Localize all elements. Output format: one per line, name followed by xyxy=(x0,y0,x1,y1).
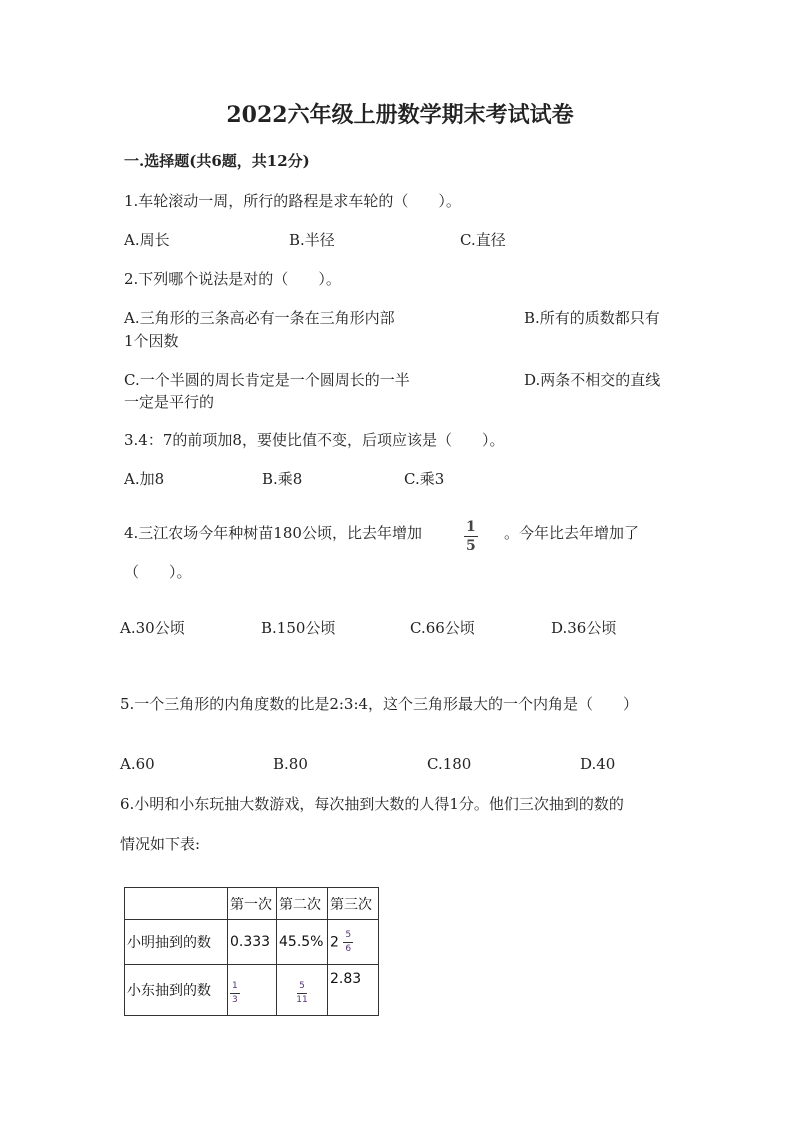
q4-fraction-denominator: 5 xyxy=(466,538,476,554)
table-cell: 45.5% xyxy=(277,920,328,965)
row-label-xiaodong: 小东抽到的数 xyxy=(125,965,228,1016)
table-row xyxy=(125,920,379,965)
q2-option-b[interactable]: B.所有的质数都只有 xyxy=(524,309,660,327)
table-cell-fraction xyxy=(277,965,328,1016)
q5-option-c[interactable]: C.180 xyxy=(427,755,472,773)
q2-option-d-continued: 一定是平行的 xyxy=(124,393,215,411)
q2-option-d[interactable]: D.两条不相交的直线 xyxy=(524,371,661,389)
table-header-row xyxy=(125,888,379,920)
q2-option-c[interactable]: C.一个半圆的周长肯定是一个圆周长的一半 xyxy=(124,371,410,389)
table-row xyxy=(125,965,379,1016)
table-header-cell: 第二次 xyxy=(277,888,328,920)
q4-fraction-numerator: 1 xyxy=(466,519,476,535)
mixed-number-whole: 2 xyxy=(330,934,339,950)
fraction-numerator: 5 xyxy=(297,982,307,994)
question-5: 5.一个三角形的内角度数的比是2:3:4，这个三角形最大的一个内角是（ ） xyxy=(120,695,639,713)
fraction-denominator: 3 xyxy=(232,994,238,1005)
q3-option-c[interactable]: C.乘3 xyxy=(404,470,445,488)
q4-option-b[interactable]: B.150公顷 xyxy=(261,619,336,637)
table-cell-mixed-number xyxy=(328,920,379,965)
q4-option-d[interactable]: D.36公顷 xyxy=(551,619,617,637)
question-4: 4.三江农场今年种树苗180公顷，比去年增加 xyxy=(124,524,422,542)
table-header-cell: 第一次 xyxy=(228,888,277,920)
question-1: 1.车轮滚动一周，所行的路程是求车轮的（ ）。 xyxy=(124,192,461,210)
score-table xyxy=(124,887,379,1016)
q2-option-b-continued: 1个因数 xyxy=(124,332,179,350)
fraction-denominator: 11 xyxy=(296,994,308,1005)
table-cell: 0.333 xyxy=(228,920,277,965)
question-2: 2.下列哪个说法是对的（ ）。 xyxy=(124,270,341,288)
q3-option-a[interactable]: A.加8 xyxy=(124,470,165,488)
q3-option-b[interactable]: B.乘8 xyxy=(262,470,303,488)
fraction-numerator: 1 xyxy=(230,982,240,994)
fraction-numerator: 5 xyxy=(343,931,353,943)
q1-option-a[interactable]: A.周长 xyxy=(124,231,170,249)
question-6: 6.小明和小东玩抽大数游戏，每次抽到大数的人得1分。他们三次抽到的数的 xyxy=(120,795,624,813)
q4-option-c[interactable]: C.66公顷 xyxy=(410,619,475,637)
q4-fraction xyxy=(464,516,478,553)
q5-option-a[interactable]: A.60 xyxy=(120,755,155,773)
question-6-continued: 情况如下表: xyxy=(120,835,201,853)
q5-option-d[interactable]: D.40 xyxy=(580,755,616,773)
q1-option-c[interactable]: C.直径 xyxy=(460,231,506,249)
section-heading: 一.选择题(共6题，共12分) xyxy=(124,152,310,170)
table-header-cell: 第三次 xyxy=(328,888,379,920)
page-title: 2022六年级上册数学期末考试试卷 xyxy=(226,102,574,128)
table-header-cell xyxy=(125,888,228,920)
q2-option-a[interactable]: A.三角形的三条高必有一条在三角形内部 xyxy=(124,309,395,327)
table-cell-fraction xyxy=(228,965,277,1016)
table-cell: 2.83 xyxy=(328,965,379,1016)
row-label-xiaoming: 小明抽到的数 xyxy=(125,920,228,965)
question-3: 3.4：7的前项加8，要使比值不变，后项应该是（ ）。 xyxy=(124,431,505,449)
q4-option-a[interactable]: A.30公顷 xyxy=(120,619,185,637)
q1-option-b[interactable]: B.半径 xyxy=(289,231,335,249)
fraction-denominator: 6 xyxy=(345,943,352,954)
question-4-blank: （ ）。 xyxy=(124,563,192,581)
q5-option-b[interactable]: B.80 xyxy=(273,755,308,773)
question-4-continued: 。今年比去年增加了 xyxy=(504,524,640,542)
